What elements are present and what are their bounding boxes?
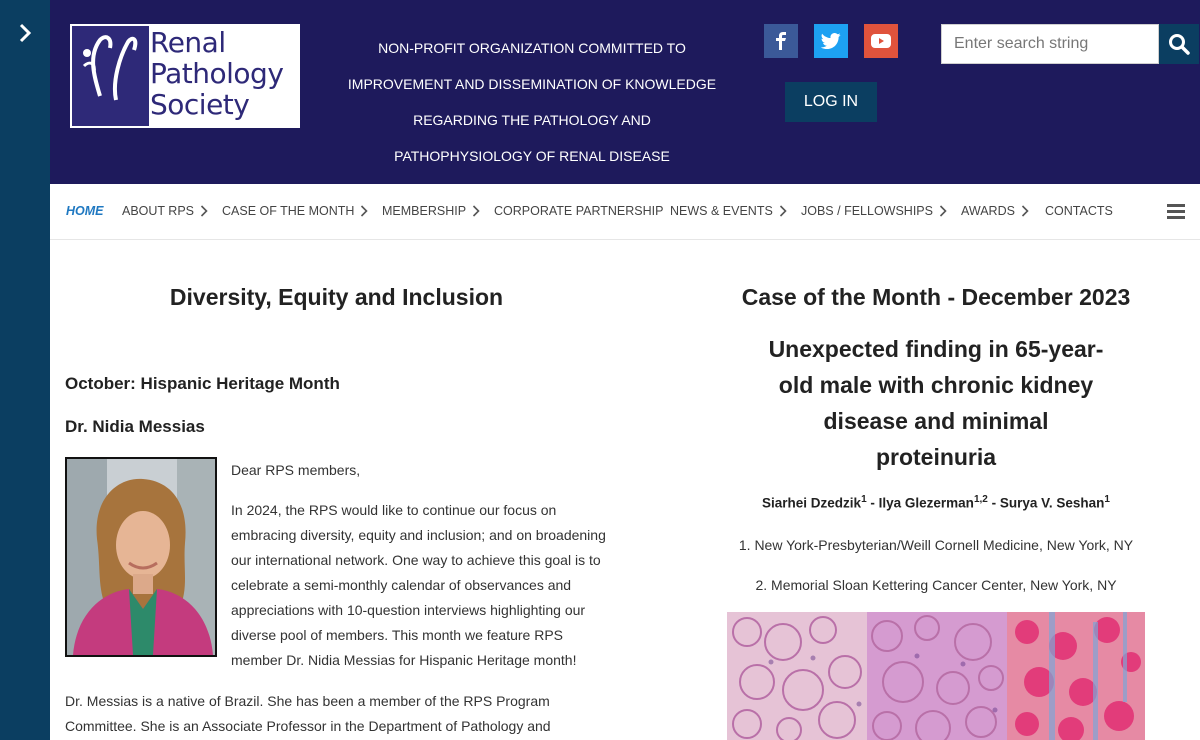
site-logo[interactable] bbox=[70, 24, 300, 128]
affiliation-2: 2. Memorial Sloan Kettering Cancer Center, New York, NY bbox=[755, 577, 1117, 593]
member-portrait bbox=[65, 457, 217, 657]
login-button[interactable]: LOG IN bbox=[785, 82, 877, 122]
kidney-emblem-icon bbox=[72, 26, 149, 126]
nav-item-about[interactable]: ABOUT RPS bbox=[122, 204, 208, 218]
case-authors: Siarhei Dzedzik$^1$ - Ilya Glezerman$^{1,2}$ - Surya V. Seshan$^1$ bbox=[762, 494, 1110, 511]
search-input[interactable] bbox=[941, 24, 1159, 64]
search-icon[interactable] bbox=[1159, 24, 1199, 64]
chevron-right-icon[interactable] bbox=[12, 20, 38, 46]
histology-image[interactable] bbox=[727, 612, 1145, 740]
nav-item-home[interactable]: HOME bbox=[66, 204, 104, 218]
affiliation-1: 1. New York-Presbyterian/Weill Cornell Medicine, New York, NY bbox=[738, 537, 1134, 553]
nav-item-membership[interactable]: MEMBERSHIP bbox=[382, 204, 480, 218]
nav-item-case-of-the-month[interactable]: CASE OF THE MONTH bbox=[222, 204, 368, 218]
logo-wordmark: Renal Pathology Society bbox=[150, 26, 284, 121]
chevron-right-icon bbox=[360, 205, 368, 217]
dei-heading: Diversity, Equity and Inclusion bbox=[169, 284, 504, 310]
bio-paragraph: Dr. Messias is a native of Brazil. She has been a member of the RPS Program Committee. She is an Associate Professor in the Department of Pathology and bbox=[65, 693, 551, 734]
chevron-right-icon bbox=[1021, 205, 1029, 217]
chevron-right-icon bbox=[472, 205, 480, 217]
case-title[interactable]: Unexpected finding in 65-year-old male with chronic kidney disease and minimal proteinuria bbox=[768, 336, 1104, 470]
twitter-icon[interactable] bbox=[814, 24, 848, 58]
left-rail bbox=[0, 0, 50, 740]
dei-subheading: October: Hispanic Heritage Month bbox=[65, 374, 340, 393]
chevron-right-icon bbox=[779, 205, 787, 217]
nav-item-jobs-fellowships[interactable]: JOBS / FELLOWSHIPS bbox=[801, 204, 947, 218]
hamburger-menu-icon[interactable] bbox=[1167, 204, 1185, 220]
nav-item-awards[interactable]: AWARDS bbox=[961, 204, 1029, 218]
case-of-month-heading: Case of the Month - December 2023 bbox=[741, 284, 1131, 310]
youtube-icon[interactable] bbox=[864, 24, 898, 58]
featured-member-name: Dr. Nidia Messias bbox=[65, 417, 205, 436]
chevron-right-icon bbox=[200, 205, 208, 217]
chevron-right-icon bbox=[939, 205, 947, 217]
nav-item-contacts[interactable]: CONTACTS bbox=[1045, 204, 1113, 218]
site-header bbox=[50, 0, 1200, 184]
main-nav bbox=[50, 184, 1200, 240]
tagline: NON-PROFIT ORGANIZATION COMMITTED TO IMPROVEMENT AND DISSEMINATION OF KNOWLEDGE REGARDING THE PATHOLOGY AND PATHOPHYSIOLOGY OF RENAL DISEASE bbox=[347, 40, 717, 164]
intro-paragraph: In 2024, the RPS would like to continue our focus on embracing diversity, equity and inclusion; and on broadening our international network. One way to achieve this goal is to celebrate a semi-monthly calendar of observances and appreciations with 10-question interviews highlighting our diverse pool of members. This month we feature RPS member Dr. Nidia Messias for Hispanic Heritage month! bbox=[231, 502, 606, 668]
facebook-icon[interactable] bbox=[764, 24, 798, 58]
intro-greeting: Dear RPS members, bbox=[231, 462, 361, 478]
nav-item-corporate-partnership[interactable]: CORPORATE PARTNERSHIP bbox=[494, 204, 664, 218]
nav-item-news-events[interactable]: NEWS & EVENTS bbox=[670, 204, 787, 218]
